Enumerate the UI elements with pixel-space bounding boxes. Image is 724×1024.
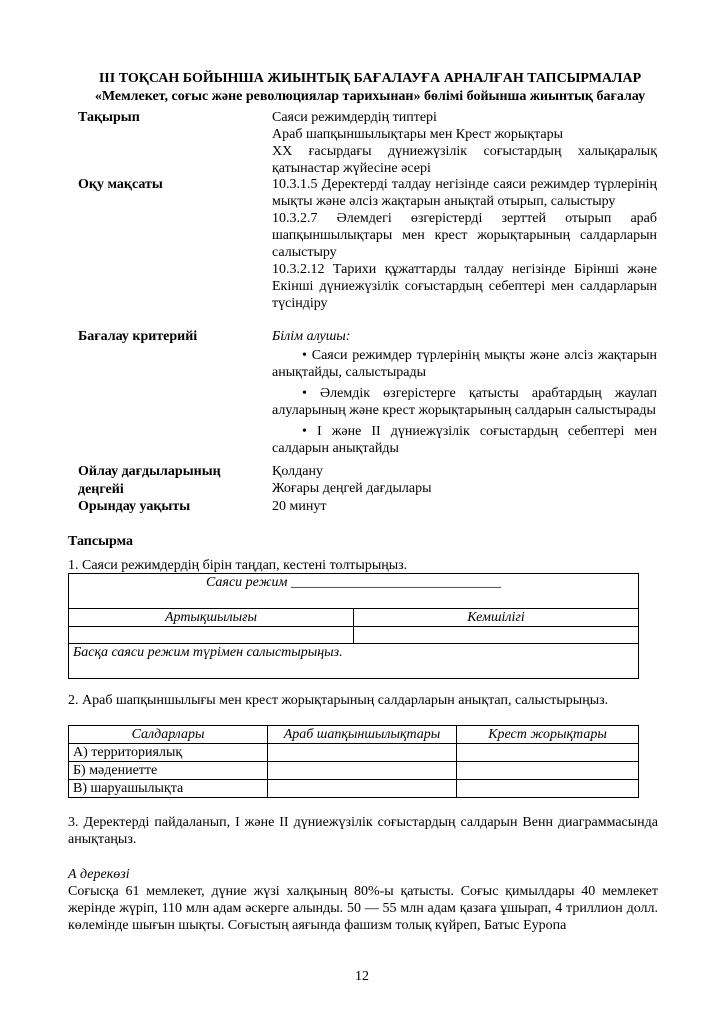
crusades-header: Крест жорықтары bbox=[457, 726, 639, 744]
skill-label-line2: деңгейі bbox=[78, 482, 124, 497]
arab-cell[interactable] bbox=[268, 744, 457, 762]
topic-item: Араб шапқыншылықтары мен Крест жорықтары bbox=[272, 127, 563, 142]
topic-values bbox=[272, 109, 657, 177]
skill-values bbox=[272, 463, 657, 497]
arab-header: Араб шапқыншылықтары bbox=[268, 726, 457, 744]
objective-item: 10.3.2.12 Тарихи құжаттарды талдау негізінде Бірінші және Екінші дүниежүзілік соғыстардың себептері мен салдарларын түсіндіру bbox=[272, 262, 657, 311]
regime-table bbox=[68, 573, 639, 679]
arab-cell[interactable] bbox=[268, 780, 457, 798]
task-heading: Тапсырма bbox=[68, 534, 134, 549]
crusades-cell[interactable] bbox=[457, 762, 639, 780]
bullet-icon bbox=[302, 386, 320, 401]
bullet-icon bbox=[302, 424, 317, 439]
regime-cell[interactable]: Саяси режим ______________________________ bbox=[69, 574, 639, 609]
consequences-table bbox=[68, 725, 639, 798]
time-label: Орындау уақыты bbox=[78, 499, 191, 514]
criteria-label: Бағалау критерийі bbox=[78, 329, 198, 344]
criteria-text: Саяси режимдер түрлерінің мықты және әлсіз жақтарын анықтайды, салыстырады bbox=[272, 348, 657, 380]
topic-item: XX ғасырдағы дүниежүзілік соғыстардың халықаралық қатынастар жүйесіне әсері bbox=[272, 144, 657, 176]
compare-cell[interactable]: Басқа саяси режим түрімен салыстырыңыз. bbox=[69, 644, 639, 679]
criteria-intro: Білім алушы: bbox=[272, 329, 351, 344]
criteria-item bbox=[272, 423, 657, 457]
table-row-label: Б) мәдениетте bbox=[69, 762, 268, 780]
objective-item: 10.3.2.7 Әлемдегі өзгерістерді зерттей отырып араб шапқыншылықтары мен крест жорықтарының салдарларын салыстыру bbox=[272, 211, 657, 260]
advantages-header: Артықшылығы bbox=[69, 609, 354, 627]
question-2: 2. Араб шапқыншылығы мен крест жорықтарының салдарларын анықтап, салыстырыңыз. bbox=[68, 693, 609, 708]
criteria-values bbox=[272, 328, 657, 457]
advantages-cell[interactable] bbox=[69, 627, 354, 644]
crusades-cell[interactable] bbox=[457, 744, 639, 762]
objective-item: 10.3.1.5 Деректерді талдау негізінде саяси режимдер түрлерінің мықты және әлсіз жақтарын анықтай отырып, салыстыру bbox=[272, 177, 657, 209]
criteria-item bbox=[272, 347, 657, 381]
disadvantages-header: Кемшілігі bbox=[354, 609, 639, 627]
table-row-label: В) шаруашылықта bbox=[69, 780, 268, 798]
skill-item: Қолдану bbox=[272, 464, 323, 479]
criteria-item bbox=[272, 385, 657, 419]
skill-item: Жоғары деңгей дағдылары bbox=[272, 481, 432, 496]
arab-cell[interactable] bbox=[268, 762, 457, 780]
time-value: 20 минут bbox=[272, 499, 327, 514]
crusades-cell[interactable] bbox=[457, 780, 639, 798]
page-number: 12 bbox=[355, 969, 369, 984]
page-subtitle: «Мемлекет, соғыс және революциялар тарихынан» бөлімі бойынша жиынтық бағалау bbox=[94, 89, 646, 104]
disadvantages-cell[interactable] bbox=[354, 627, 639, 644]
objective-values bbox=[272, 176, 657, 312]
topic-item: Саяси режимдердің типтері bbox=[272, 110, 437, 125]
topic-label: Тақырып bbox=[78, 110, 140, 125]
table-row-label: А) территориялық bbox=[69, 744, 268, 762]
source-text: Соғысқа 61 мемлекет, дүние жүзі халқының 80%-ы қатысты. Соғыс қимылдары 40 мемлекет жерінде жүріп, 110 млн адам әскерге алынды. 50 — 55 млн адам қазаға ұшырап, 4 триллион долл. көлемінде шығын шықты. Соғыстың аяғында фашизм толық күйреп, Батыс Еуропа bbox=[68, 884, 658, 933]
question-1: 1. Саяси режимдердің бірін таңдап, кестені толтырыңыз. bbox=[68, 558, 408, 573]
criteria-text: I және II дүниежүзілік соғыстардың себептері мен салдарын анықтайды bbox=[272, 424, 657, 456]
source-label: А дерекөзі bbox=[68, 867, 130, 882]
page-title: III ТОҚСАН БОЙЫНША ЖИЫНТЫҚ БАҒАЛАУҒА АРНАЛҒАН ТАПСЫРМАЛАР bbox=[98, 71, 642, 86]
skill-label-line1: Ойлау дағдыларының bbox=[78, 464, 221, 479]
question-3: 3. Деректерді пайдаланып, I және II дүниежүзілік соғыстардың салдарын Венн диаграммасында анықтаңыз. bbox=[68, 815, 658, 847]
objective-label: Оқу мақсаты bbox=[78, 177, 163, 192]
consequences-header: Салдарлары bbox=[69, 726, 268, 744]
bullet-icon bbox=[302, 348, 312, 363]
criteria-text: Әлемдік өзгерістерге қатысты арабтардың жаулап алуларының және крест жорықтарының салдарын салыстырады bbox=[272, 386, 657, 418]
